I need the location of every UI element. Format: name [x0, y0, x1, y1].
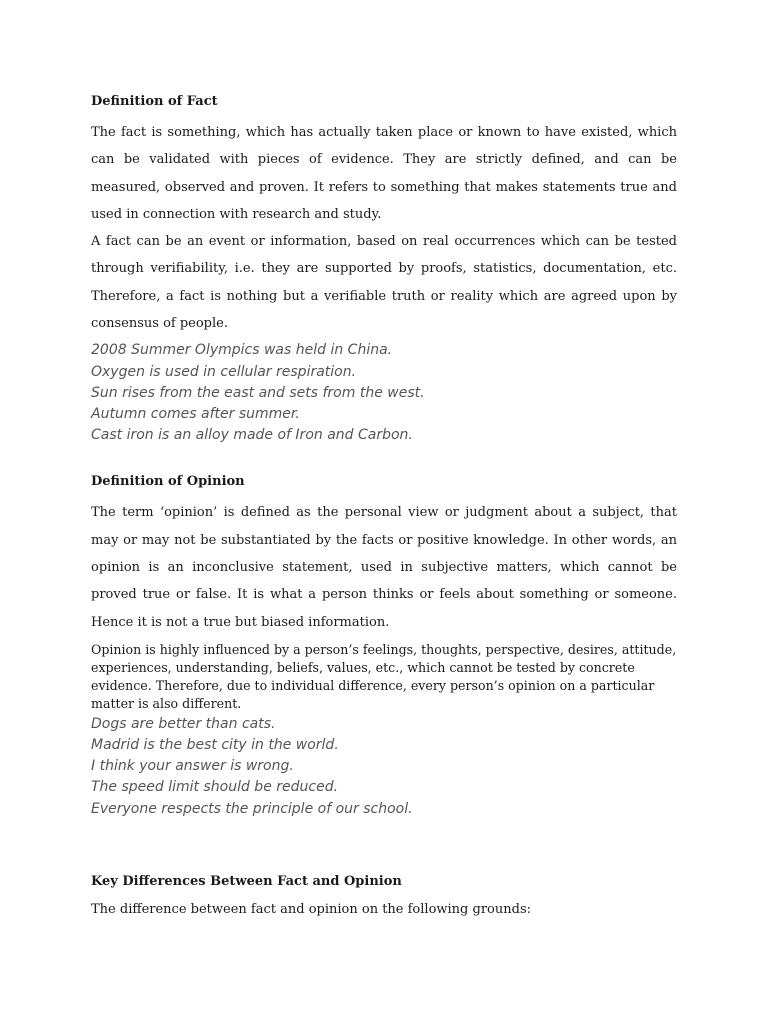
fact-example: Oxygen is used in cellular respiration. — [91, 363, 357, 380]
fact-heading: Definition of Fact — [91, 94, 218, 109]
fact-paragraph-2: A fact can be an event or information, based on real occurrences which can be tested through verifiability, i.e. they are supported by proofs, statistics, documentation, etc. Therefore, a fact is nothing but a verifiable truth or reality which are agreed upon by consensus of people. — [91, 234, 677, 332]
opinion-example: I think your answer is wrong. — [91, 758, 294, 775]
document-page — [91, 92, 677, 923]
opinion-example: Madrid is the best city in the world. — [91, 736, 339, 753]
fact-paragraph-1: The fact is something, which has actually taken place or known to have existed, which can be validated with pieces of evidence. They are strictly defined, and can be measured, observed and proven. It refers to something that makes statements true and used in connection with research and study. — [91, 125, 677, 222]
fact-example: Cast iron is an alloy made of Iron and Carbon. — [91, 427, 413, 444]
opinion-examples-list — [91, 714, 677, 820]
fact-example: 2008 Summer Olympics was held in China. — [91, 342, 393, 359]
opinion-example: Dogs are better than cats. — [91, 715, 276, 732]
differences-intro: The difference between fact and opinion on the following grounds: — [91, 901, 531, 917]
opinion-example: Everyone respects the principle of our school. — [91, 800, 413, 817]
fact-example: Sun rises from the east and sets from the west. — [91, 384, 425, 401]
fact-example: Autumn comes after summer. — [91, 405, 300, 422]
opinion-paragraph-1: The term ‘opinion’ is defined as the personal view or judgment about a subject, that may or may not be substantiated by the facts or positive knowledge. In other words, an opinion is an inconclusive statement, used in subjective matters, which cannot be proved true or false. It is what a person thinks or feels about something or someone. Hence it is not a true but biased information. — [91, 505, 677, 630]
differences-heading: Key Differences Between Fact and Opinion — [91, 873, 402, 889]
opinion-paragraph-2: Opinion is highly influenced by a person’s feelings, thoughts, perspective, desires, attitude, experiences, understanding, beliefs, values, etc., which cannot be tested by concrete evidence. Therefore, due to individual difference, every person’s opinion on a particular matter is also different. — [91, 641, 677, 712]
opinion-heading: Definition of Opinion — [91, 474, 245, 490]
opinion-example: The speed limit should be reduced. — [91, 779, 339, 796]
fact-examples-list — [91, 340, 677, 446]
